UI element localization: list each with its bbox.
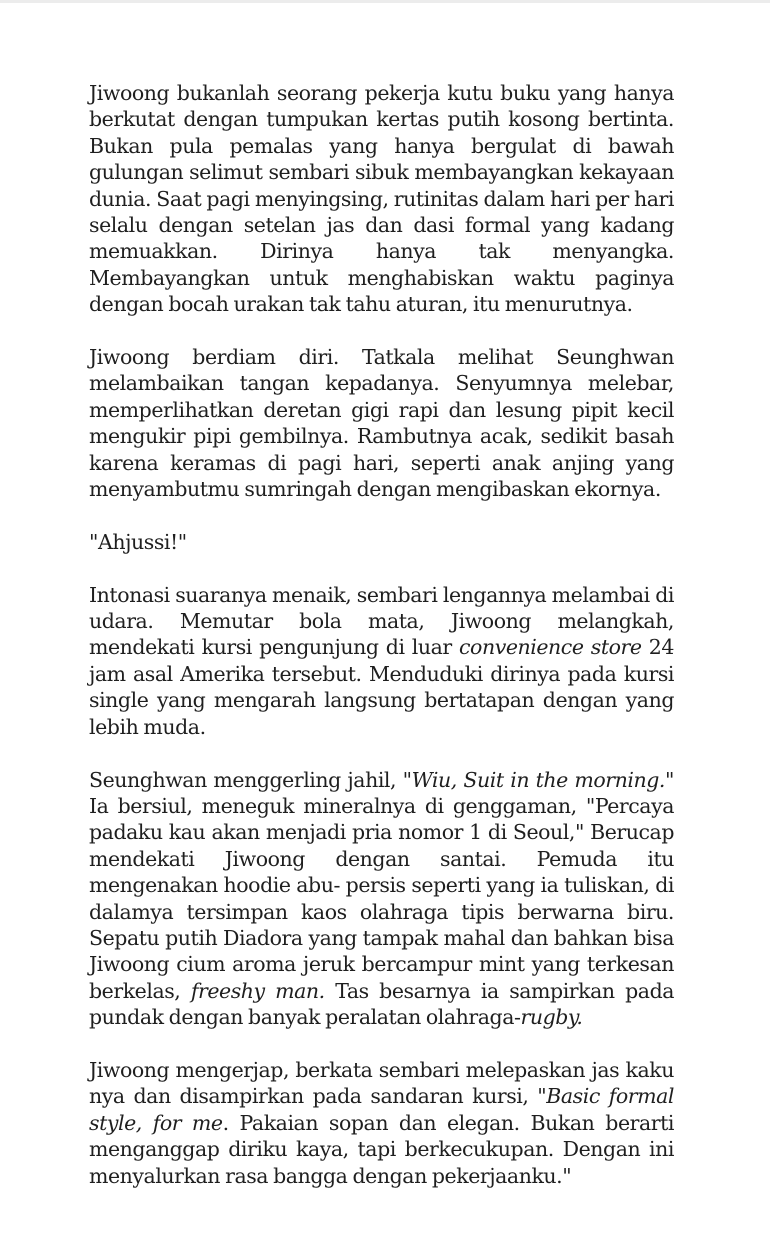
paragraph-text: Intonasi suaranya menaik, sembari lengannya melambai di udara. Memutar bola mata, Jiwoong melangkah, mendekati kursi pengunjung di luar: [89, 582, 674, 660]
paragraph-text: . Pakaian sopan dan elegan. Bukan berarti menganggap diriku kaya, tapi berkecukupan. Dengan ini menyalurkan rasa bangga dengan pekerjaanku.": [89, 1110, 674, 1188]
paragraph-text: Jiwoong mengerjap, berkata sembari melepaskan jas kaku nya dan disampirkan pada sandaran kursi, ": [89, 1057, 674, 1109]
story-paragraph-1: [89, 80, 674, 318]
story-paragraph-4: [89, 582, 674, 740]
italic-phrase: Basic formal style, for me: [89, 1084, 674, 1135]
paragraph-text: Seunghwan menggerling jahil, ": [89, 767, 412, 792]
paragraph-text: 24 jam asal Amerika tersebut. Menduduki dirinya pada kursi single yang mengarah langsung bertatapan dengan yang lebih muda.: [89, 635, 674, 739]
paragraph-text: Tas besarnya ia sampirkan pada pundak dengan banyak peralatan olahraga-: [89, 978, 675, 1030]
story-paragraph-5: [89, 767, 674, 1031]
paragraph-text: Jiwoong bukanlah seorang pekerja kutu buku yang hanya berkutat dengan tumpukan kertas putih kosong bertinta. Bukan pula pemalas yang hanya bergulat di bawah gulungan selimut sembari sibuk membayangkan kekayaan dunia. Saat pagi menyingsing, rutinitas dalam hari per hari selalu dengan setelan jas dan dasi formal yang kadang memuakkan. Dirinya hanya tak menyangka. Membayangkan untuk menghabiskan waktu paginya dengan bocah urakan tak tahu aturan, itu menurutnya.: [89, 81, 674, 317]
story-paragraph-2: [89, 344, 674, 502]
paragraph-text: Jiwoong berdiam diri. Tatkala melihat Seunghwan melambaikan tangan kepadanya. Senyumnya melebar, memperlihatkan deretan gigi rapi dan lesung pipit kecil mengukir pipi gembilnya. Rambutnya acak, sedikit basah karena keramas di pagi hari, seperti anak anjing yang menyambutmu sumringah dengan mengibaskan ekornya.: [89, 345, 674, 502]
italic-phrase: freeshy man.: [190, 978, 325, 1003]
dialogue-text: "Ahjussi!": [89, 529, 187, 554]
paragraph-text: " Ia bersiul, meneguk mineralnya di genggaman, "Percaya padaku kau akan menjadi pria nomor 1 di Seoul," Berucap mendekati Jiwoong dengan santai. Pemuda itu mengenakan hoodie abu- persis seperti yang ia tuliskan, di dalamya tersimpan kaos olahraga tipis berwarna biru. Sepatu putih Diadora yang tampak mahal dan bahkan bisa Jiwoong cium aroma jeruk bercampur mint yang terkesan berkelas,: [89, 767, 674, 1003]
story-text-column: [89, 80, 674, 1215]
italic-phrase: rugby.: [520, 1005, 583, 1030]
top-edge-divider: [0, 0, 770, 3]
story-paragraph-6: [89, 1057, 674, 1189]
italic-phrase: Wiu, Suit in the morning.: [411, 767, 666, 792]
italic-phrase: convenience store: [459, 635, 642, 660]
story-paragraph-3-dialogue: [89, 529, 674, 555]
